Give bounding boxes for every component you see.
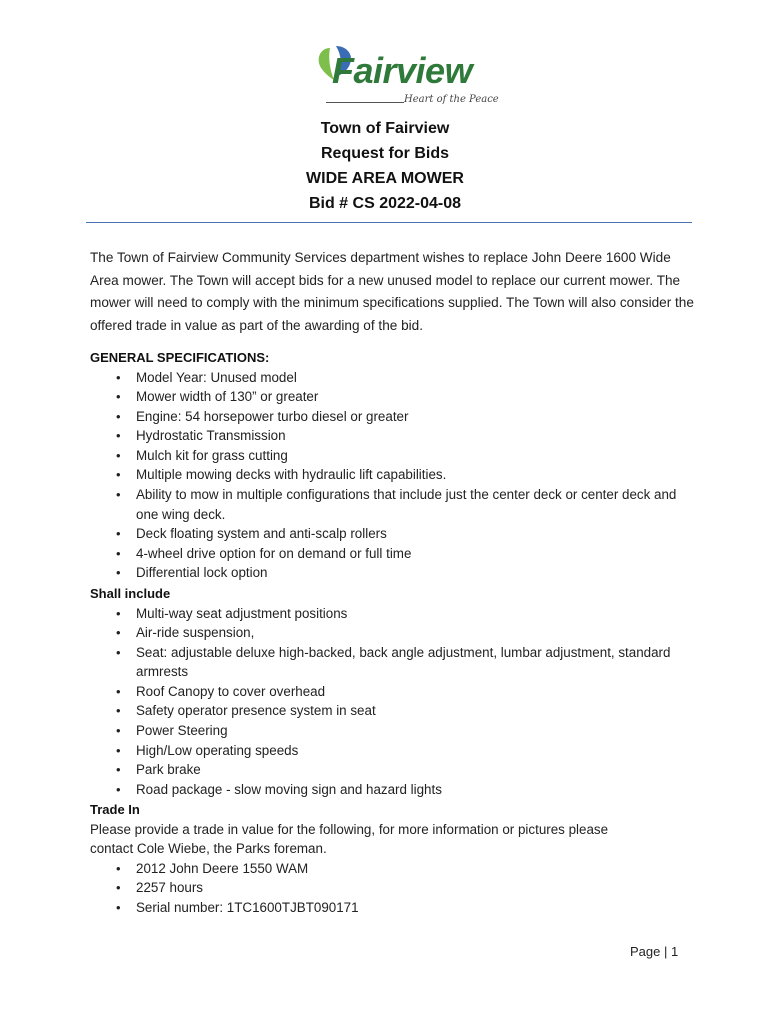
trade-in-list [90,859,690,918]
fairview-logo [312,44,502,110]
list-item: • 4-wheel drive option for on demand or full time [116,545,412,561]
list-item: • Power Steering [116,723,228,739]
trade-in-heading: Trade In [90,802,140,817]
list-item: • Mower width of 130” or greater [116,389,319,405]
list-item: • Serial number: 1TC1600TJBT090171 [116,899,359,915]
title-bid-number: Bid # CS 2022-04-08 [308,195,462,212]
list-item: • Model Year: Unused model [116,369,297,385]
list-item: • Safety operator presence system in seat [116,703,376,719]
title-request: Request for Bids [320,145,449,162]
document-title [0,116,770,216]
trade-in-paragraph: Please provide a trade in value for the following, for more information or pictures please contact Cole Wiebe, the Parks foreman. [90,821,609,857]
list-item: • Deck floating system and anti-scalp rollers [116,526,387,542]
header-divider [86,222,692,223]
trade-in-section [90,800,690,917]
list-item: • Differential lock option [116,565,268,581]
list-item: • Engine: 54 horsepower turbo diesel or greater [116,408,409,424]
list-item: • Seat: adjustable deluxe high-backed, back angle adjustment, lumbar adjustment, standard armrests [116,644,671,680]
shall-include-heading: Shall include [90,586,171,601]
intro-paragraph: The Town of Fairview Community Services department wishes to replace John Deere 1600 Wide Area mower. The Town will accept bids for a new unused model to replace our current mower. The mower will need to comply with the minimum specifications supplied. The Town will also consider the offered trade in value as part of the awarding of the bid. [90,250,694,333]
title-item: WIDE AREA MOWER [306,170,464,187]
list-item: • Ability to mow in multiple configurations that include just the center deck or center deck and one wing deck. [116,487,677,522]
list-item: • Road package - slow moving sign and hazard lights [116,781,442,797]
list-item: • High/Low operating speeds [116,742,299,758]
logo-wordmark: Fairview [332,50,473,91]
page-number: Page | 1 [630,944,679,959]
list-item: • Hydrostatic Transmission [116,428,286,444]
list-item: • Air-ride suspension, [116,625,255,641]
logo-rule [326,102,404,103]
list-item: • 2257 hours [116,880,204,896]
list-item: • Multiple mowing decks with hydraulic lift capabilities. [116,467,447,483]
title-town: Town of Fairview [320,120,450,137]
general-specifications-list [90,368,690,584]
list-item: • 2012 John Deere 1550 WAM [116,860,309,876]
general-specifications-heading: GENERAL SPECIFICATIONS: [90,350,270,365]
logo-tagline: Heart of the Peace [404,94,499,105]
list-item: • Park brake [116,762,201,778]
list-item: • Roof Canopy to cover overhead [116,683,326,699]
list-item: • Mulch kit for grass cutting [116,447,288,463]
shall-include-section [90,584,690,799]
shall-include-list [90,604,690,800]
general-specifications-section [90,348,690,583]
list-item: • Multi-way seat adjustment positions [116,605,348,621]
